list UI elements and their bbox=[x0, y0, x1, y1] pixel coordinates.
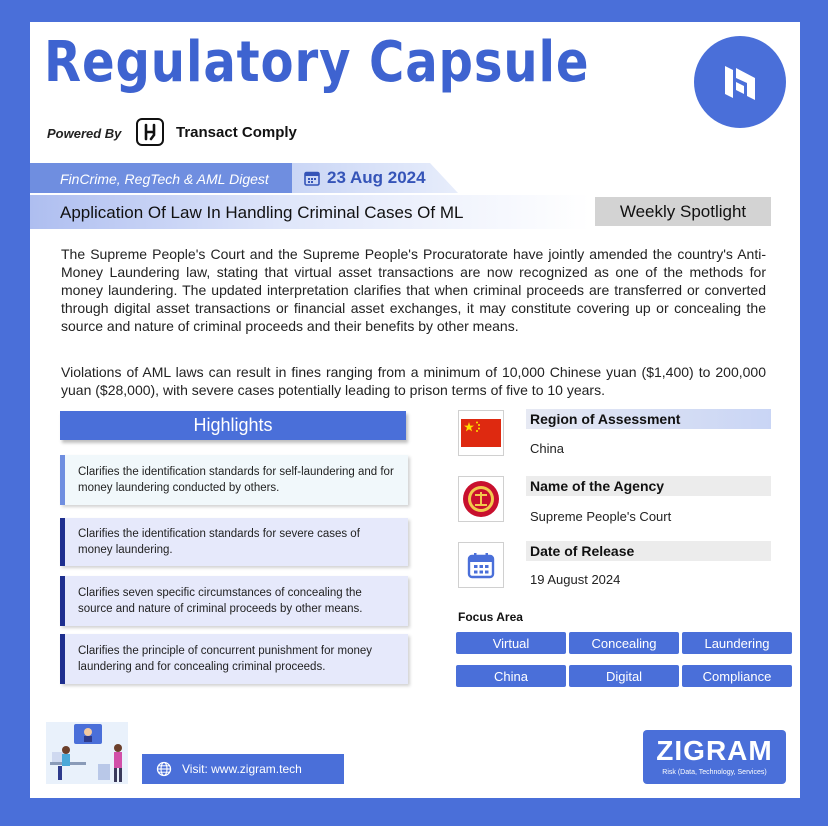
zigram-brand-icon bbox=[694, 36, 786, 128]
globe-icon bbox=[156, 761, 172, 777]
calendar-icon bbox=[467, 551, 495, 579]
partner-name: Transact Comply bbox=[176, 124, 297, 141]
release-value: 19 August 2024 bbox=[530, 572, 621, 587]
zigram-tagline: Risk (Data, Technology, Services) bbox=[662, 769, 767, 776]
focus-tag: Concealing bbox=[569, 632, 679, 654]
focus-tag: Compliance bbox=[682, 665, 792, 687]
zigram-wordmark: ZIGRAM bbox=[656, 735, 773, 766]
highlight-item-1 bbox=[60, 455, 408, 505]
highlight-item-2 bbox=[60, 518, 408, 566]
highlight-text: Clarifies the identification standards for severe cases of money laundering. bbox=[78, 528, 360, 556]
region-label: Region of Assessment bbox=[526, 409, 771, 429]
focus-area-title: Focus Area bbox=[458, 610, 523, 624]
headline-title: Application Of Law In Handling Criminal Cases Of ML bbox=[60, 203, 464, 222]
powered-by-label: Powered By bbox=[47, 126, 122, 141]
page-title: Regulatory Capsule bbox=[44, 30, 590, 95]
transact-comply-logo-icon bbox=[136, 118, 164, 146]
highlights-title: Highlights bbox=[60, 411, 406, 440]
agency-label: Name of the Agency bbox=[526, 476, 771, 496]
agency-value: Supreme People's Court bbox=[530, 509, 672, 524]
highlight-text: Clarifies the identification standards for self-laundering and for money laundering conducted by others. bbox=[78, 466, 394, 494]
highlight-item-4 bbox=[60, 634, 408, 684]
region-icon-frame bbox=[458, 410, 504, 456]
body-paragraph-1: The Supreme People's Court and the Supreme People's Procuratorate have jointly amended the country's Anti-Money Laundering law, stating that virtual asset transactions are now recognized as one of the methods for money laundering. The updated interpretation clarifies that when criminal proceeds are transferred or converted through digital asset transactions or financial asset exchanges, it may constitute covering up or concealing the source and nature of criminal proceeds and their benefits by other means. bbox=[61, 246, 766, 334]
digest-label: FinCrime, RegTech & AML Digest bbox=[60, 171, 269, 187]
visit-website-link[interactable] bbox=[142, 754, 344, 784]
release-label: Date of Release bbox=[526, 541, 771, 561]
body-paragraph-2: Violations of AML laws can result in fines ranging from a minimum of 10,000 Chinese yuan ($1,400) to 200,000 yuan ($28,000), with severe cases potentially leading to prison terms of five to 10 years. bbox=[61, 364, 766, 398]
focus-tag: China bbox=[456, 665, 566, 687]
agency-icon-frame bbox=[458, 476, 504, 522]
highlight-text: Clarifies the principle of concurrent punishment for money laundering and for concealing criminal proceeds. bbox=[78, 645, 373, 673]
digest-date: 23 Aug 2024 bbox=[327, 168, 426, 187]
region-value: China bbox=[530, 441, 564, 456]
capsule-card bbox=[30, 22, 800, 798]
zigram-logo bbox=[643, 730, 786, 784]
calendar-icon bbox=[304, 170, 320, 191]
highlight-item-3 bbox=[60, 576, 408, 626]
china-flag-icon bbox=[461, 419, 501, 447]
release-icon-frame bbox=[458, 542, 504, 588]
court-emblem-icon bbox=[461, 479, 501, 519]
weekly-spotlight-badge: Weekly Spotlight bbox=[595, 197, 771, 226]
focus-tag: Virtual bbox=[456, 632, 566, 654]
highlight-text: Clarifies seven specific circumstances of concealing the source and nature of criminal proceeds by other means. bbox=[78, 587, 363, 615]
focus-tag: Laundering bbox=[682, 632, 792, 654]
team-illustration bbox=[44, 718, 134, 793]
focus-tag: Digital bbox=[569, 665, 679, 687]
visit-website-text: Visit: www.zigram.tech bbox=[182, 762, 302, 776]
